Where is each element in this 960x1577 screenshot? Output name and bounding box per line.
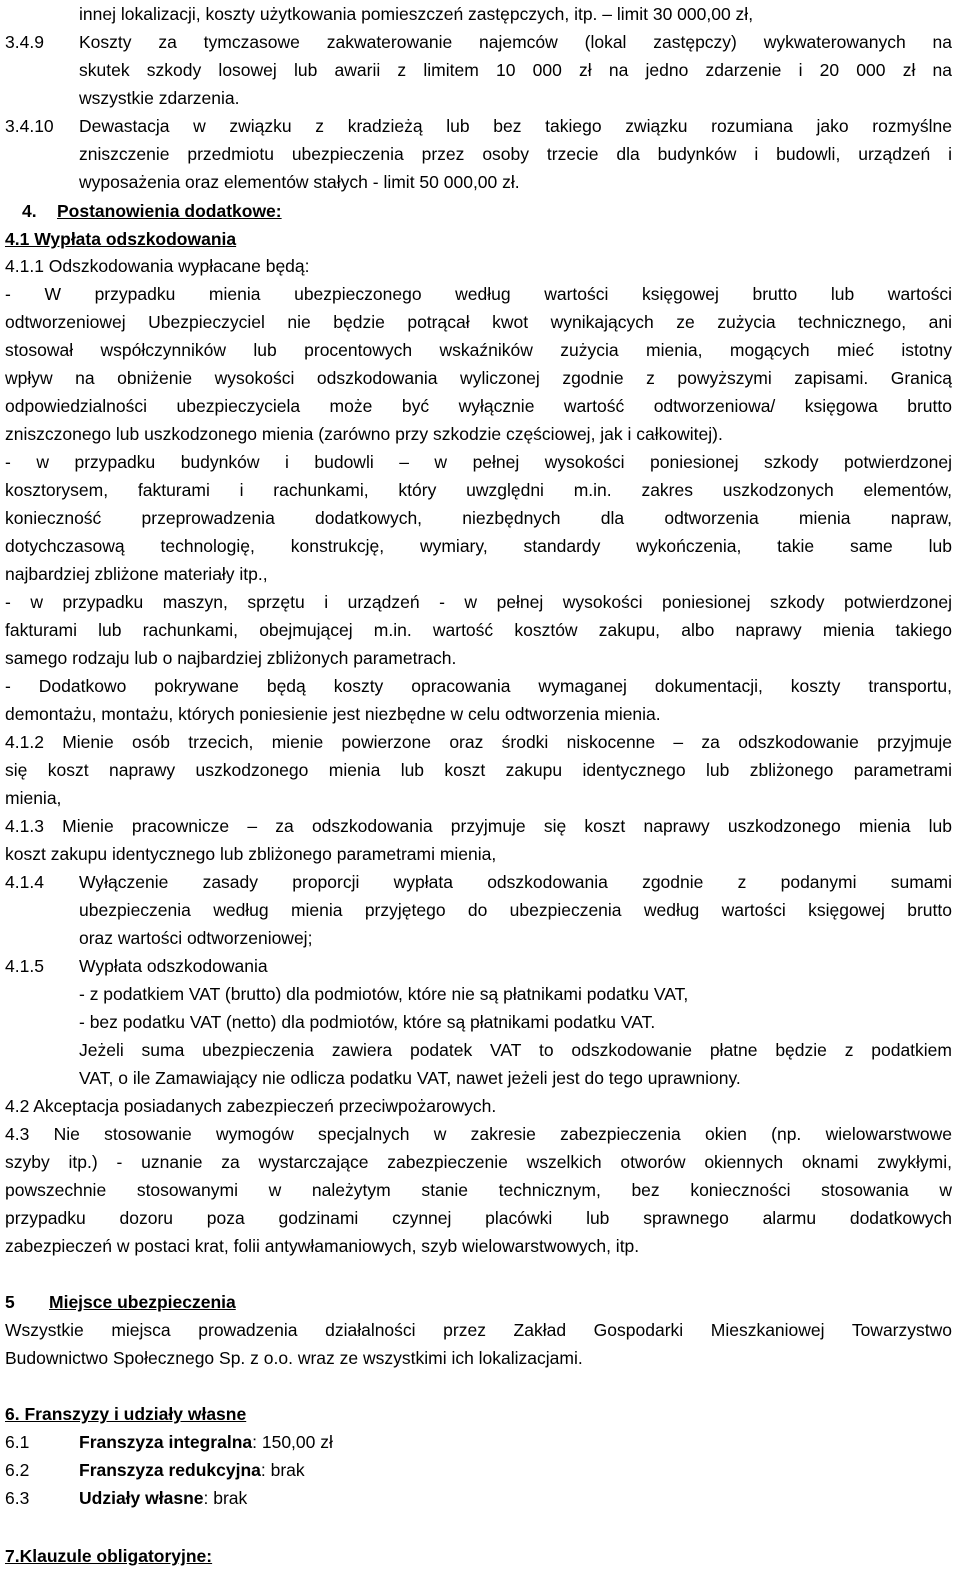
paragraph-line: 4.3 Nie stosowanie wymogów specjalnych w zakresie zabezpieczenia okien (np. wielowarstwowe xyxy=(5,1124,952,1144)
paragraph-line: się koszt naprawy uszkodzonego mienia lub koszt zakupu identycznego lub zbliżonego parametrami xyxy=(5,760,952,780)
paragraph-line: konieczność przeprowadzenia dodatkowych, niezbędnych dla odtworzenia mienia napraw, xyxy=(5,508,952,528)
section-heading: 6. Franszyzy i udziały własne xyxy=(5,1404,247,1424)
item-number: 3.4.10 xyxy=(5,116,54,136)
paragraph-line: szyby itp.) - uznanie za wystarczające zabezpieczenie wszelkich otworów okiennych oknami zwykłymi, xyxy=(5,1152,952,1172)
paragraph-line: Wyłączenie zasady proporcji wypłata odszkodowania zgodnie z podanymi sumami xyxy=(79,872,952,892)
item-number: 4.1.5 xyxy=(5,956,44,976)
paragraph-line: - w przypadku maszyn, sprzętu i urządzeń - w pełnej wysokości poniesionej szkody potwierdzonej xyxy=(5,592,952,612)
paragraph-line: wszystkie zdarzenia. xyxy=(79,88,240,108)
item-number: 4.1.4 xyxy=(5,872,44,892)
deductible-row xyxy=(79,1484,952,1512)
item-number: 6.3 xyxy=(5,1488,30,1508)
paragraph-line: VAT, o ile Zamawiający nie odlicza podatku VAT, nawet jeżeli jest do tego uprawniony. xyxy=(79,1068,741,1088)
item-number: 3.4.9 xyxy=(5,32,44,52)
paragraph-line: 4.1.1 Odszkodowania wypłacane będą: xyxy=(5,256,310,276)
deductible-label: Franszyza integralna xyxy=(79,1432,253,1452)
paragraph-line: mienia, xyxy=(5,788,62,808)
deductible-value: : brak xyxy=(260,1460,305,1480)
deductible-row xyxy=(79,1428,952,1456)
paragraph-line: Dewastacja w związku z kradzieżą lub bez takiego związku rozumiana jako rozmyślne xyxy=(79,116,952,136)
paragraph-line: zabezpieczeń w postaci krat, folii antywłamaniowych, szyb wielowarstwowych, itp. xyxy=(5,1236,640,1256)
paragraph-line: koszt zakupu identycznego lub zbliżonego parametrami mienia, xyxy=(5,844,497,864)
paragraph-line: stosował współczynników lub procentowych wskaźników zużycia mienia, mogących mieć istotny xyxy=(5,340,952,360)
deductible-label: Franszyza redukcyjna xyxy=(79,1460,261,1480)
deductible-row xyxy=(79,1456,952,1484)
section-heading: 7.Klauzule obligatoryjne: xyxy=(5,1546,213,1566)
paragraph-line: najbardziej zbliżone materiały itp., xyxy=(5,564,268,584)
paragraph-line: Koszty za tymczasowe zakwaterowanie najemców (lokal zastępczy) wykwaterowanych na xyxy=(79,32,952,52)
paragraph-line: skutek szkody losowej lub awarii z limitem 10 000 zł na jedno zdarzenie i 20 000 zł na xyxy=(79,60,952,80)
paragraph-line: fakturami lub rachunkami, obejmującej m.in. wartość kosztów zakupu, albo naprawy mienia takiego xyxy=(5,620,952,640)
paragraph-line: dotychczasową technologię, konstrukcję, wymiary, standardy wykończenia, takie same lub xyxy=(5,536,952,556)
paragraph-line: zniszczonego lub uszkodzonego mienia (zarówno przy szkodzie częściowej, jak i całkowitej). xyxy=(5,424,723,444)
paragraph-line: - z podatkiem VAT (brutto) dla podmiotów, które nie są płatnikami podatku VAT, xyxy=(79,984,689,1004)
paragraph-line: kosztorysem, fakturami i rachunkami, który uwzględni m.in. zakres uszkodzonych elementów, xyxy=(5,480,952,500)
paragraph-line: Jeżeli suma ubezpieczenia zawiera podatek VAT to odszkodowanie płatne będzie z podatkiem xyxy=(79,1040,952,1060)
paragraph-line: - w przypadku budynków i budowli – w pełnej wysokości poniesionej szkody potwierdzonej xyxy=(5,452,952,472)
item-number: 6.1 xyxy=(5,1432,30,1452)
paragraph-line: odtworzeniowej Ubezpieczyciel nie będzie potrącał kwot wynikających ze zużycia technicznego, ani xyxy=(5,312,952,332)
paragraph-line: odpowiedzialności ubezpieczyciela może być wyłącznie wartość odtworzeniowa/ księgowa brutto xyxy=(5,396,952,416)
section-heading: Miejsce ubezpieczenia xyxy=(49,1292,236,1312)
section-number: 5 xyxy=(5,1292,15,1312)
paragraph-line: powszechnie stosowanymi w należytym stanie technicznym, bez konieczności stosowania w xyxy=(5,1180,952,1200)
paragraph-line: 4.2 Akceptacja posiadanych zabezpieczeń przeciwpożarowych. xyxy=(5,1096,497,1116)
section-heading: Postanowienia dodatkowe: xyxy=(57,201,282,221)
paragraph-line: Wypłata odszkodowania xyxy=(79,956,268,976)
deductible-value: : 150,00 zł xyxy=(252,1432,333,1452)
section-number: 4. xyxy=(22,201,37,221)
paragraph-line: - Dodatkowo pokrywane będą koszty opracowania wymaganej dokumentacji, koszty transportu, xyxy=(5,676,952,696)
paragraph-line: zniszczenie przedmiotu ubezpieczenia przez osoby trzecie dla budynków i budowli, urządzeń i xyxy=(79,144,952,164)
paragraph-line: demontażu, montażu, których poniesienie jest niezbędne w celu odtworzenia mienia. xyxy=(5,704,661,724)
paragraph-line: samego rodzaju lub o najbardziej zbliżonych parametrach. xyxy=(5,648,457,668)
item-number: 6.2 xyxy=(5,1460,30,1480)
paragraph-line: innej lokalizacji, koszty użytkowania pomieszczeń zastępczych, itp. – limit 30 000,00 zł, xyxy=(79,4,754,24)
paragraph-line: - W przypadku mienia ubezpieczonego według wartości księgowej brutto lub wartości xyxy=(5,284,952,304)
paragraph-line: Wszystkie miejsca prowadzenia działalności przez Zakład Gospodarki Mieszkaniowej Towarzystwo xyxy=(5,1320,952,1340)
paragraph-line: ubezpieczenia według mienia przyjętego do ubezpieczenia według wartości księgowej brutto xyxy=(79,900,952,920)
paragraph-line: przypadku dozoru poza godzinami czynnej placówki lub sprawnego alarmu dodatkowych xyxy=(5,1208,952,1228)
paragraph-line: wyposażenia oraz elementów stałych - limit 50 000,00 zł. xyxy=(79,172,520,192)
paragraph-line: oraz wartości odtworzeniowej; xyxy=(79,928,313,948)
paragraph-line: wpływ na obniżenie wysokości odszkodowania wyliczonej zgodnie z powyższymi zapisami. Granicą xyxy=(5,368,952,388)
deductible-label: Udziały własne xyxy=(79,1488,204,1508)
paragraph-line: 4.1.2 Mienie osób trzecich, mienie powierzone oraz środki niskocenne – za odszkodowanie przyjmuje xyxy=(5,732,952,752)
paragraph-line: Budownictwo Społecznego Sp. z o.o. wraz ze wszystkimi ich lokalizacjami. xyxy=(5,1348,583,1368)
deductible-value: : brak xyxy=(203,1488,248,1508)
subsection-heading: 4.1 Wypłata odszkodowania xyxy=(5,229,237,249)
paragraph-line: - bez podatku VAT (netto) dla podmiotów, które są płatnikami podatku VAT. xyxy=(79,1012,656,1032)
paragraph-line: 4.1.3 Mienie pracownicze – za odszkodowania przyjmuje się koszt naprawy uszkodzonego mienia lub xyxy=(5,816,952,836)
